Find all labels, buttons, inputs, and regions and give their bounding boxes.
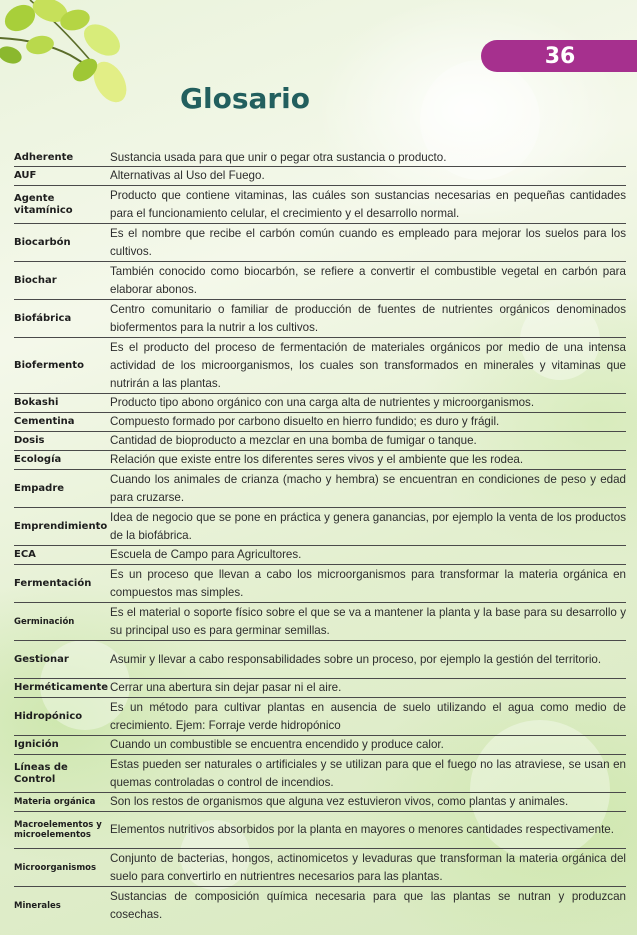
glossary-definition: Centro comunitario o familiar de producción de fuentes de nutrientes orgánicos denominados biofermentos para la nutrir a los cultivos. (110, 302, 626, 334)
glossary-row (14, 546, 626, 565)
glossary-term: Adherente (14, 151, 74, 163)
glossary-definition: Cantidad de bioproducto a mezclar en una bomba de fumigar o tanque. (110, 434, 477, 447)
glossary-table (14, 149, 626, 924)
glossary-term: Herméticamente (14, 682, 109, 693)
glossary-term: Fermentación (14, 577, 92, 589)
glossary-definition: Cuando los animales de crianza (macho y hembra) se encuentran en condiciones de peso y edad para cruzarse. (110, 472, 626, 504)
glossary-definition: Cerrar una abertura sin dejar pasar ni el aire. (110, 681, 342, 694)
glossary-term: Biofábrica (14, 312, 72, 324)
glossary-row (14, 641, 626, 679)
glossary-term: Hidropónico (14, 710, 83, 722)
glossary-row (14, 262, 626, 300)
glossary-definition: Conjunto de bacterias, hongos, actinomicetos y levaduras que transforman la materia orgánica del suelo para convertirlo en nutrientres necesarios para las plantas. (110, 851, 626, 883)
glossary-definition: Es un proceso que llevan a cabo los microorganismos para transformar la materia orgánica en compuestos mas simples. (110, 567, 626, 599)
glossary-definition: Elementos nutritivos absorbidos por la planta en mayores o menores cantidades respectivamente. (110, 823, 614, 836)
glossary-row (14, 603, 626, 641)
glossary-definition: Cuando un combustible se encuentra encendido y produce calor. (110, 738, 444, 751)
glossary-term: Líneas de Control (14, 761, 68, 785)
glossary-term: Emprendimiento (14, 520, 108, 532)
glossary-row (14, 167, 626, 186)
glossary-row (14, 338, 626, 394)
glossary-term: Empadre (14, 482, 65, 494)
glossary-term: Microorganismos (14, 862, 97, 873)
glossary-row (14, 736, 626, 755)
glossary-definition: Sustancia usada para que unir o pegar otra sustancia o producto. (110, 150, 447, 164)
glossary-term: Cementina (14, 416, 75, 427)
glossary-definition: Relación que existe entre los diferentes seres vivos y el ambiente que les rodea. (110, 453, 524, 466)
glossary-definition: Es el material o soporte físico sobre el que se va a mantener la planta y la base para su desarrollo y su principal uso es para germinar semillas. (110, 605, 626, 637)
leaves-decoration (0, 0, 140, 115)
glossary-term: Gestionar (14, 653, 69, 665)
glossary-row (14, 413, 626, 432)
glossary-term: Minerales (14, 900, 61, 911)
glossary-term: Dosis (14, 435, 45, 446)
glossary-term: Macroelementos y microelementos (14, 820, 102, 840)
glossary-definition: Idea de negocio que se pone en práctica y genera ganancias, por ejemplo la venta de los productos de la biofábrica. (110, 510, 626, 542)
glossary-definition: Es el producto del proceso de fermentación de materiales orgánicos por medio de una intensa actividad de los microorganismos, los cuales son transformados en minerales y vitaminas que nutrirán a las plantas. (110, 340, 626, 390)
glossary-row (14, 755, 626, 793)
glossary-term: Materia orgánica (14, 797, 96, 807)
glossary-term: Bokashi (14, 397, 59, 408)
glossary-definition: Son los restos de organismos que alguna vez estuvieron vivos, como plantas y animales. (110, 795, 569, 808)
glossary-definition: Estas pueden ser naturales o artificiales y se utilizan para que el fuego no las atraviese, se usan en quemas controladas o control de incendios. (110, 757, 626, 789)
glossary-term: Biochar (14, 274, 57, 286)
glossary-term: Agente vitamínico (14, 192, 73, 216)
glossary-row (14, 300, 626, 338)
glossary-row (14, 679, 626, 698)
glossary-term: Germinación (14, 616, 75, 627)
glossary-row (14, 149, 626, 167)
glossary-term: Biocarbón (14, 236, 71, 248)
glossary-row (14, 186, 626, 224)
glossary-row (14, 793, 626, 812)
glossary-definition: También conocido como biocarbón, se refiere a convertir el combustible vegetal en carbón para elaborar abonos. (110, 264, 626, 296)
glossary-row (14, 887, 626, 924)
glossary-row (14, 698, 626, 736)
glossary-definition: Asumir y llevar a cabo responsabilidades sobre un proceso, por ejemplo la gestión del territorio. (110, 652, 602, 666)
glossary-row (14, 394, 626, 413)
glossary-row (14, 432, 626, 451)
glossary-term: Biofermento (14, 359, 84, 371)
glossary-definition: Producto tipo abono orgánico con una carga alta de nutrientes y microorganismos. (110, 396, 535, 409)
glossary-definition: Es un método para cultivar plantas en ausencia de suelo utilizando el agua como medio de crecimiento. Ejem: Forraje verde hidropónico (110, 700, 626, 732)
glossary-term: AUF (14, 170, 37, 181)
glossary-definition: Es el nombre que recibe el carbón común cuando es empleado para mejorar los suelos para los cultivos. (110, 226, 626, 258)
glossary-row (14, 224, 626, 262)
glossary-row (14, 849, 626, 887)
glossary-row (14, 812, 626, 849)
glossary-definition: Alternativas al Uso del Fuego. (110, 169, 265, 182)
glossary-definition: Escuela de Campo para Agricultores. (110, 548, 302, 561)
page-number: 36 (544, 44, 576, 69)
glossary-term: ECA (14, 549, 36, 560)
glossary-definition: Compuesto formado por carbono disuelto en hierro fundido; es duro y frágil. (110, 415, 500, 428)
glossary-term: Ecología (14, 454, 62, 465)
glossary-definition: Producto que contiene vitaminas, las cuáles son sustancias necesarias en pequeñas cantidades para el funcionamiento celular, el crecimiento y el desarrollo normal. (110, 188, 626, 220)
glossary-definition: Sustancias de composición química necesaria para que las plantas se nutran y produzcan cosechas. (110, 889, 626, 921)
glossary-row (14, 451, 626, 470)
glossary-row (14, 508, 626, 546)
glossary-row (14, 470, 626, 508)
glossary-row (14, 565, 626, 603)
page-title: Glosario (180, 82, 311, 115)
glossary-term: Ignición (14, 739, 59, 750)
